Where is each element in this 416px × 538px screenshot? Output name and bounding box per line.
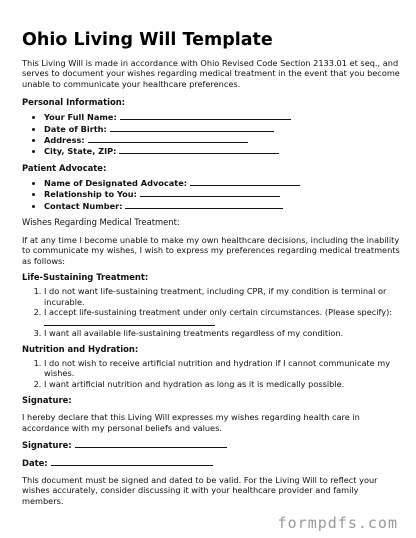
full-name-line[interactable] <box>120 111 291 120</box>
nutrition-list <box>22 358 400 389</box>
advocate-name-field[interactable]: • Name of Designated Advocate: <box>44 177 400 188</box>
personal-info-heading: Personal Information: <box>22 97 126 108</box>
address-line[interactable] <box>88 134 248 143</box>
nutrition-option-1[interactable]: 1. I do not wish to receive artificial nutrition and hydration if I cannot communicate my wishes. <box>44 358 400 379</box>
date-line[interactable] <box>51 457 213 466</box>
date-field[interactable]: Date: <box>22 457 400 469</box>
signature-paragraph: I hereby declare that this Living Will expresses my wishes regarding health care in accordance with my personal beliefs and values. <box>22 412 360 433</box>
signature-line[interactable] <box>75 439 227 448</box>
contact-number-line[interactable] <box>125 200 283 209</box>
dob-field[interactable]: • Date of Birth: <box>44 123 400 134</box>
advocate-list <box>22 177 400 211</box>
footer-note: This document must be signed and dated to be valid. For the Living Will to reflect your wishes accurately, consider discussing it with your healthcare provider and family members. <box>22 474 378 506</box>
nutrition-option-2[interactable]: 2. I want artificial nutrition and hydration as long as it is medically possible. <box>44 379 400 389</box>
wishes-heading: Wishes Regarding Medical Treatment: <box>22 217 180 228</box>
life-sustaining-option-2[interactable]: 2. I accept life-sustaining treatment under only certain circumstances. (Please specify): <box>44 307 400 317</box>
dob-line[interactable] <box>110 123 274 132</box>
life-sustaining-option-1[interactable]: 1. I do not want life-sustaining treatment, including CPR, if my condition is terminal or incurable. <box>44 286 400 307</box>
life-sustaining-heading: Life-Sustaining Treatment: <box>22 272 149 283</box>
signature-field[interactable]: Signature: <box>22 439 400 451</box>
patient-advocate-heading: Patient Advocate: <box>22 162 107 173</box>
watermark-logo: formpdfs.com <box>277 514 398 532</box>
document-page <box>22 30 400 506</box>
address-field[interactable]: • Address: <box>44 134 400 145</box>
personal-info-list <box>22 111 400 157</box>
relationship-field[interactable]: • Relationship to You: <box>44 188 400 199</box>
page-title: Ohio Living Will Template <box>22 30 273 50</box>
life-sustaining-option-3[interactable]: 3. I want all available life-sustaining treatments regardless of my condition. <box>44 328 400 338</box>
signature-heading: Signature: <box>22 395 72 406</box>
city-state-zip-line[interactable] <box>119 145 279 154</box>
wishes-paragraph: If at any time I become unable to make my own healthcare decisions, including the inability to communicate my wishes, I wish to express my preferences regarding medical treatments as follows: <box>22 235 400 266</box>
contact-number-field[interactable]: • Contact Number: <box>44 200 400 211</box>
nutrition-heading: Nutrition and Hydration: <box>22 343 139 354</box>
relationship-line[interactable] <box>140 188 280 197</box>
full-name-field[interactable]: • Your Full Name: <box>44 111 400 122</box>
specify-line[interactable] <box>44 318 215 326</box>
city-state-zip-field[interactable]: • City, State, ZIP: <box>44 145 400 156</box>
advocate-name-line[interactable] <box>190 177 300 186</box>
intro-paragraph: This Living Will is made in accordance with Ohio Revised Code Section 2133.01 et seq., and serves to document your wishes regarding medical treatment in the event that you become unable to communicate your healthcare preferences. <box>22 58 400 89</box>
life-sustaining-list <box>22 286 400 338</box>
